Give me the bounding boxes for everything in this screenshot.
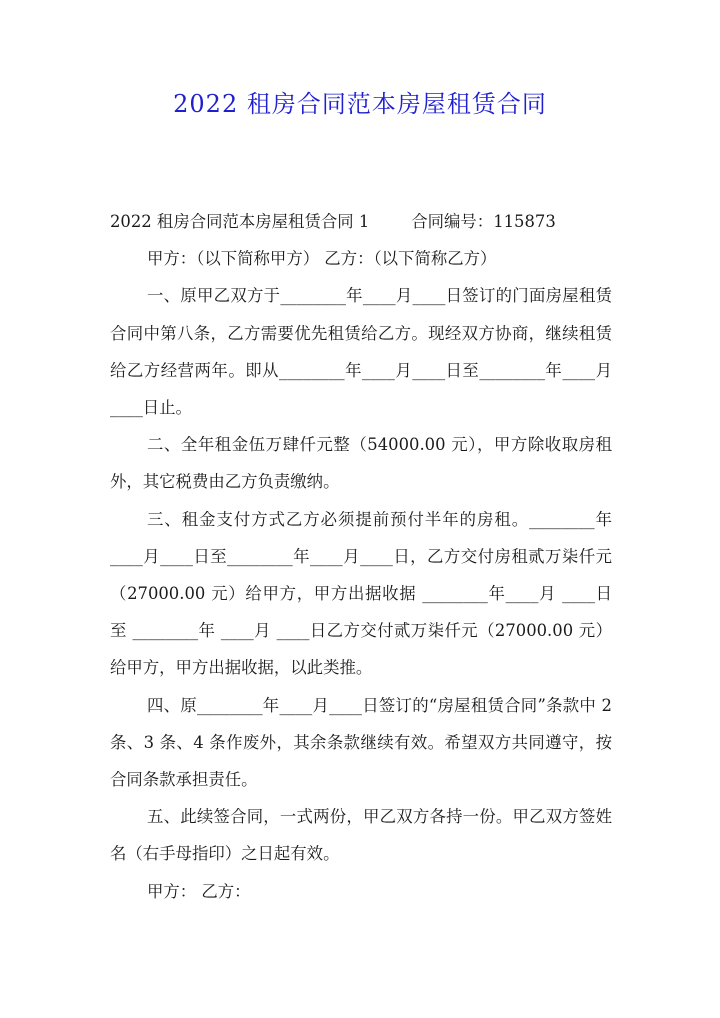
signature-line: 甲方： 乙方： <box>147 881 251 901</box>
document-title: 2022 租房合同范本房屋租赁合同 <box>173 90 547 118</box>
contract-number: 合同编号：115873 <box>411 212 556 231</box>
parties-line: 甲方：（以下简称甲方） 乙方：（以下简称乙方） <box>147 249 497 269</box>
clause-3: 三、租金支付方式乙方必须提前预付半年的房租。________年____月____日至________年____月____日，乙方交付房租贰万柒仟元（27000.00 元）给甲方，甲方出据收据 ________年____月 ____日至 ________年 ____月 ____日乙方交付贰万柒仟元（27000.00 元）给甲方，甲方出据收据，以此类推。 <box>110 509 612 678</box>
document-name: 2022 租房合同范本房屋租赁合同 1 <box>110 212 370 231</box>
header-line <box>110 203 612 240</box>
clause-2: 二、全年租金伍万肆仟元整（54000.00 元），甲方除收取房租外，其它税费由乙方负责缴纳。 <box>110 435 612 492</box>
clause-1: 一、原甲乙双方于________年____月____日签订的门面房屋租赁合同中第八条，乙方需要优先租赁给乙方。现经双方协商，继续租赁给乙方经营两年。即从________年____月____日至________年____月____日止。 <box>110 286 612 418</box>
document-body <box>110 203 612 910</box>
clause-5: 五、此续签合同，一式两份，甲乙双方各持一份。甲乙双方签姓名（右手母指印）之日起有效。 <box>110 807 612 864</box>
clause-4: 四、原________年____月____日签订的“房屋租赁合同”条款中 2 条、3 条、4 条作废外，其余条款继续有效。希望双方共同遵守，按合同条款承担责任。 <box>110 695 612 790</box>
